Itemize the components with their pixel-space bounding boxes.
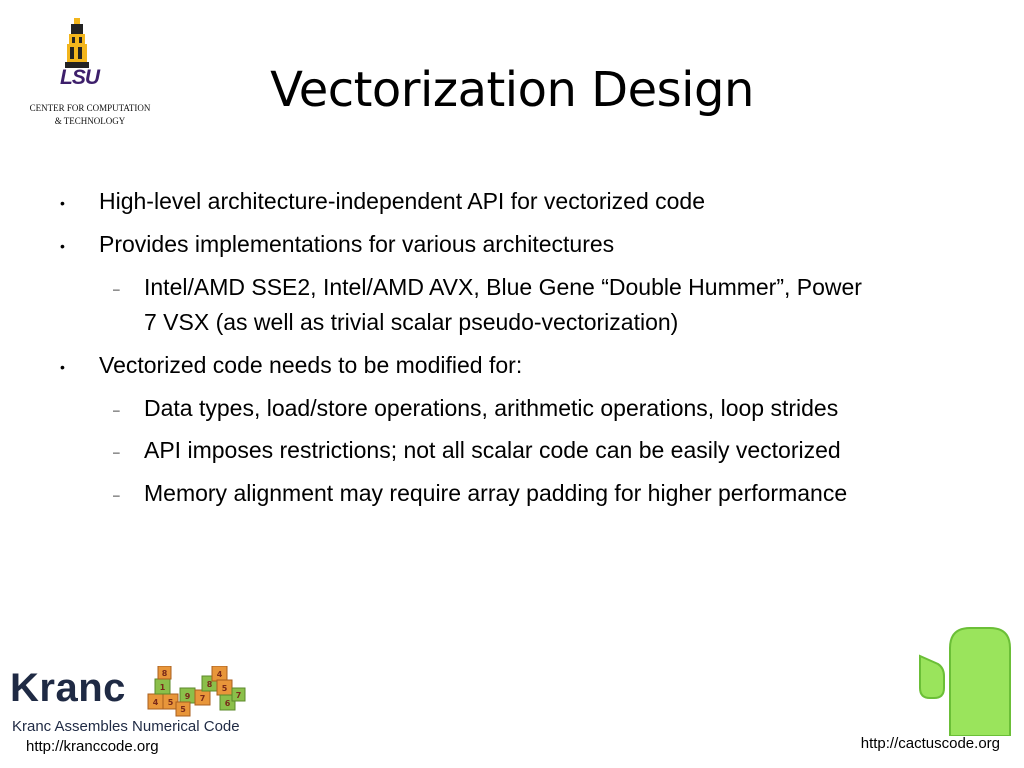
block-digit: 5 [167,698,174,707]
cactus-logo-icon [914,626,1014,736]
block-digit: 9 [184,692,191,701]
block-digit: 8 [206,680,213,689]
bullet-marker: • [60,359,65,375]
sub-bullet-marker: – [113,282,120,296]
lsu-wordmark: LSU [60,66,99,89]
bullet-marker: • [60,195,65,211]
block-digit: 7 [199,694,206,703]
bullet-text: Vectorized code needs to be modified for: [99,352,523,378]
sub-bullet-marker: – [113,488,120,502]
sub-bullet-text: API imposes restrictions; not all scalar code can be easily vectorized [144,437,841,463]
lsu-caption-line1: CENTER FOR COMPUTATION [29,103,151,113]
sub-bullet-text: Memory alignment may require array padding for higher performance [144,480,848,506]
sub-bullet-text: Intel/AMD SSE2, Intel/AMD AVX, Blue Gene “Double Hummer”, Power [144,274,862,300]
cactus-url-link[interactable]: http://cactuscode.org [860,735,1000,752]
lsu-caption-line2: & TECHNOLOGY [54,116,126,126]
sub-bullet-marker: – [113,445,120,459]
block-digit: 4 [216,670,223,679]
block-digit: 5 [180,705,186,714]
bullet-text: Provides implementations for various architectures [99,231,615,257]
block-digit: 5 [221,684,228,693]
block-digit: 4 [152,698,159,707]
block-digit: 8 [161,669,168,678]
number-blocks-icon [146,666,246,718]
block-digit: 7 [235,691,242,700]
bullet-marker: • [60,238,65,254]
block-digit: 6 [224,699,231,708]
bullet-text: High-level architecture-independent API for vectorized code [99,188,706,214]
kranc-wordmark: Kranc [10,666,126,710]
sub-bullet-text: Data types, load/store operations, arithmetic operations, loop strides [144,395,839,421]
sub-bullet-marker: – [113,403,120,417]
sub-bullet-text-continuation: 7 VSX (as well as trivial scalar pseudo-vectorization) [144,309,679,335]
kranc-tagline: Kranc Assembles Numerical Code [12,718,240,735]
kranc-logo [10,666,260,766]
block-digit: 1 [159,683,166,692]
kranc-url-link[interactable]: http://kranccode.org [26,738,159,755]
slide-title: Vectorization Design [270,62,754,118]
